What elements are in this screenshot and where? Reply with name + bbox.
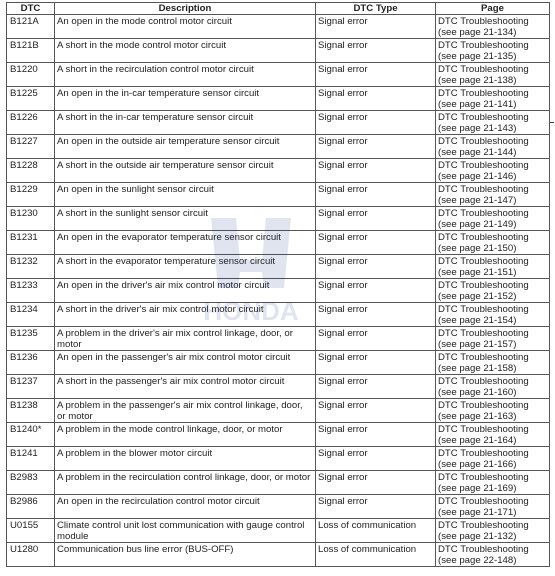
table-row	[7, 255, 550, 279]
description-cell: A short in the sunlight sensor circuit	[55, 207, 316, 231]
page-reference-link[interactable]: (see page 21-151)	[438, 267, 517, 278]
page-reference-link[interactable]: (see page 21-144)	[438, 147, 517, 158]
description-cell: An open in the evaporator temperature sensor circuit	[55, 231, 316, 255]
table-row	[7, 471, 550, 495]
page-reference-title: DTC Troubleshooting	[438, 304, 529, 315]
page-reference-cell	[436, 375, 550, 399]
dtc-type-cell: Signal error	[316, 303, 436, 327]
page-reference-title: DTC Troubleshooting	[438, 448, 529, 459]
description-cell: A short in the passenger's air mix control motor circuit	[55, 375, 316, 399]
dtc-code-cell: B1235	[7, 327, 55, 351]
description-cell: Communication bus line error (BUS-OFF)	[55, 543, 316, 567]
page-reference-link[interactable]: (see page 21-146)	[438, 171, 517, 182]
page-reference-cell	[436, 87, 550, 111]
table-row	[7, 375, 550, 399]
page-reference-cell	[436, 447, 550, 471]
page-reference-link[interactable]: (see page 21-166)	[438, 459, 517, 470]
dtc-code-cell: B1238	[7, 399, 55, 423]
page-reference-link[interactable]: (see page 21-143)	[438, 123, 517, 134]
table-row	[7, 423, 550, 447]
page-reference-title: DTC Troubleshooting	[438, 184, 529, 195]
description-cell: A problem in the mode control linkage, door, or motor	[55, 423, 316, 447]
dtc-code-cell: U0155	[7, 519, 55, 543]
dtc-code-cell: B2983	[7, 471, 55, 495]
page-reference-link[interactable]: (see page 21-135)	[438, 51, 517, 62]
page-reference-cell	[436, 495, 550, 519]
page-reference-link[interactable]: (see page 21-171)	[438, 507, 517, 518]
page-reference-title: DTC Troubleshooting	[438, 376, 529, 387]
table-row	[7, 15, 550, 39]
description-cell: An open in the passenger's air mix control motor circuit	[55, 351, 316, 375]
page-reference-link[interactable]: (see page 21-154)	[438, 315, 517, 326]
page-reference-cell	[436, 327, 550, 351]
dtc-type-cell: Signal error	[316, 207, 436, 231]
page-reference-cell	[436, 303, 550, 327]
description-cell: A short in the mode control motor circuit	[55, 39, 316, 63]
page-reference-link[interactable]: (see page 21-158)	[438, 363, 517, 374]
page-reference-title: DTC Troubleshooting	[438, 40, 529, 51]
description-cell: A problem in the blower motor circuit	[55, 447, 316, 471]
page-reference-cell	[436, 399, 550, 423]
dtc-code-cell: B1228	[7, 159, 55, 183]
dtc-code-cell: B2986	[7, 495, 55, 519]
description-cell: An open in the mode control motor circuit	[55, 15, 316, 39]
page-reference-link[interactable]: (see page 21-150)	[438, 243, 517, 254]
page-reference-cell	[436, 63, 550, 87]
description-cell: A short in the evaporator temperature sensor circuit	[55, 255, 316, 279]
description-cell: A short in the recirculation control motor circuit	[55, 63, 316, 87]
table-row	[7, 39, 550, 63]
page-reference-cell	[436, 135, 550, 159]
table-row	[7, 327, 550, 351]
table-row	[7, 159, 550, 183]
page-reference-link[interactable]: (see page 21-157)	[438, 339, 517, 350]
dtc-type-cell: Signal error	[316, 111, 436, 135]
dtc-code-cell: B1226	[7, 111, 55, 135]
description-cell: A problem in the recirculation control linkage, door, or motor	[55, 471, 316, 495]
page-reference-cell	[436, 423, 550, 447]
page-reference-link[interactable]: (see page 21-141)	[438, 99, 517, 110]
table-row	[7, 519, 550, 543]
dtc-code-cell: B1225	[7, 87, 55, 111]
page-reference-cell	[436, 231, 550, 255]
page-reference-title: DTC Troubleshooting	[438, 424, 529, 435]
page-reference-link[interactable]: (see page 21-163)	[438, 411, 517, 422]
table-row	[7, 63, 550, 87]
description-cell: A short in the in-car temperature sensor circuit	[55, 111, 316, 135]
dtc-type-cell: Signal error	[316, 327, 436, 351]
page-reference-title: DTC Troubleshooting	[438, 64, 529, 75]
page-reference-title: DTC Troubleshooting	[438, 400, 529, 411]
dtc-type-cell: Signal error	[316, 15, 436, 39]
description-cell: An open in the outside air temperature sensor circuit	[55, 135, 316, 159]
page-reference-title: DTC Troubleshooting	[438, 328, 529, 339]
dtc-code-cell: B1231	[7, 231, 55, 255]
description-cell: A short in the driver's air mix control motor circuit	[55, 303, 316, 327]
page-reference-title: DTC Troubleshooting	[438, 472, 529, 483]
page-reference-link[interactable]: (see page 22-148)	[438, 555, 517, 566]
dtc-code-cell: B1232	[7, 255, 55, 279]
table-row	[7, 399, 550, 423]
table-row	[7, 495, 550, 519]
page-reference-cell	[436, 39, 550, 63]
page-reference-cell	[436, 159, 550, 183]
table-row	[7, 279, 550, 303]
table-row	[7, 87, 550, 111]
page-reference-link[interactable]: (see page 21-164)	[438, 435, 517, 446]
table-row	[7, 135, 550, 159]
description-cell: A short in the outside air temperature sensor circuit	[55, 159, 316, 183]
page-reference-title: DTC Troubleshooting	[438, 232, 529, 243]
dtc-type-cell: Signal error	[316, 159, 436, 183]
page-reference-title: DTC Troubleshooting	[438, 520, 529, 531]
page-reference-link[interactable]: (see page 21-147)	[438, 195, 517, 206]
page-reference-cell	[436, 471, 550, 495]
description-cell: A problem in the passenger's air mix control linkage, door, or motor	[55, 399, 316, 423]
page-reference-link[interactable]: (see page 21-138)	[438, 75, 517, 86]
description-cell: An open in the driver's air mix control motor circuit	[55, 279, 316, 303]
watermark-text: HONDA	[203, 296, 299, 326]
page-reference-link[interactable]: (see page 21-160)	[438, 387, 517, 398]
page-reference-cell	[436, 519, 550, 543]
description-cell: A problem in the driver's air mix control linkage, door, or motor	[55, 327, 316, 351]
page-reference-link[interactable]: (see page 21-132)	[438, 531, 517, 542]
dtc-type-cell: Signal error	[316, 39, 436, 63]
page-reference-title: DTC Troubleshooting	[438, 280, 529, 291]
dtc-code-cell: U1280	[7, 543, 55, 567]
page-reference-title: DTC Troubleshooting	[438, 160, 529, 171]
dtc-type-cell: Signal error	[316, 87, 436, 111]
page-reference-cell	[436, 15, 550, 39]
dtc-type-cell: Signal error	[316, 471, 436, 495]
dtc-code-cell: B1230	[7, 207, 55, 231]
page-reference-title: DTC Troubleshooting	[438, 352, 529, 363]
page-reference-cell	[436, 279, 550, 303]
dtc-type-cell: Signal error	[316, 495, 436, 519]
page-reference-link[interactable]: (see page 21-152)	[438, 291, 517, 302]
dtc-code-cell: B121B	[7, 39, 55, 63]
dtc-type-cell: Signal error	[316, 231, 436, 255]
dtc-type-cell: Signal error	[316, 135, 436, 159]
dtc-type-cell: Signal error	[316, 399, 436, 423]
dtc-code-cell: B1240*	[7, 423, 55, 447]
description-cell: An open in the in-car temperature sensor circuit	[55, 87, 316, 111]
dtc-table	[6, 2, 550, 567]
dtc-code-cell: B1241	[7, 447, 55, 471]
table-row	[7, 543, 550, 567]
margin-tick-mark	[550, 122, 554, 123]
dtc-type-cell: Signal error	[316, 183, 436, 207]
page-reference-title: DTC Troubleshooting	[438, 16, 529, 27]
dtc-table-container	[6, 2, 550, 567]
page-reference-title: DTC Troubleshooting	[438, 112, 529, 123]
dtc-type-cell: Signal error	[316, 375, 436, 399]
dtc-type-cell: Signal error	[316, 447, 436, 471]
dtc-code-cell: B1229	[7, 183, 55, 207]
page-reference-title: DTC Troubleshooting	[438, 496, 529, 507]
header-dtc: DTC	[7, 3, 55, 15]
dtc-type-cell: Signal error	[316, 63, 436, 87]
dtc-code-cell: B121A	[7, 15, 55, 39]
header-description: Description	[55, 3, 316, 15]
page-reference-cell	[436, 183, 550, 207]
description-cell: An open in the recirculation control motor circuit	[55, 495, 316, 519]
table-row	[7, 111, 550, 135]
page-reference-title: DTC Troubleshooting	[438, 136, 529, 147]
page-reference-cell	[436, 111, 550, 135]
page-reference-title: DTC Troubleshooting	[438, 544, 529, 555]
dtc-type-cell: Signal error	[316, 351, 436, 375]
table-row	[7, 303, 550, 327]
header-page: Page	[436, 3, 550, 15]
page-reference-link[interactable]: (see page 21-169)	[438, 483, 517, 494]
page-reference-title: DTC Troubleshooting	[438, 88, 529, 99]
description-cell: Climate control unit lost communication with gauge control module	[55, 519, 316, 543]
header-dtc-type: DTC Type	[316, 3, 436, 15]
page-reference-link[interactable]: (see page 21-134)	[438, 27, 517, 38]
dtc-type-cell: Loss of communication	[316, 543, 436, 567]
dtc-code-cell: B1234	[7, 303, 55, 327]
page-reference-link[interactable]: (see page 21-149)	[438, 219, 517, 230]
page-reference-cell	[436, 351, 550, 375]
table-row	[7, 351, 550, 375]
dtc-type-cell: Signal error	[316, 255, 436, 279]
table-row	[7, 183, 550, 207]
dtc-code-cell: B1233	[7, 279, 55, 303]
page-reference-cell	[436, 207, 550, 231]
dtc-type-cell: Signal error	[316, 423, 436, 447]
page-reference-cell	[436, 543, 550, 567]
table-header-row	[7, 3, 550, 15]
dtc-code-cell: B1227	[7, 135, 55, 159]
dtc-code-cell: B1237	[7, 375, 55, 399]
dtc-type-cell: Signal error	[316, 279, 436, 303]
page-reference-title: DTC Troubleshooting	[438, 256, 529, 267]
page-reference-title: DTC Troubleshooting	[438, 208, 529, 219]
dtc-code-cell: B1220	[7, 63, 55, 87]
dtc-type-cell: Loss of communication	[316, 519, 436, 543]
page-reference-cell	[436, 255, 550, 279]
table-row	[7, 231, 550, 255]
description-cell: An open in the sunlight sensor circuit	[55, 183, 316, 207]
dtc-code-cell: B1236	[7, 351, 55, 375]
table-row	[7, 207, 550, 231]
table-row	[7, 447, 550, 471]
